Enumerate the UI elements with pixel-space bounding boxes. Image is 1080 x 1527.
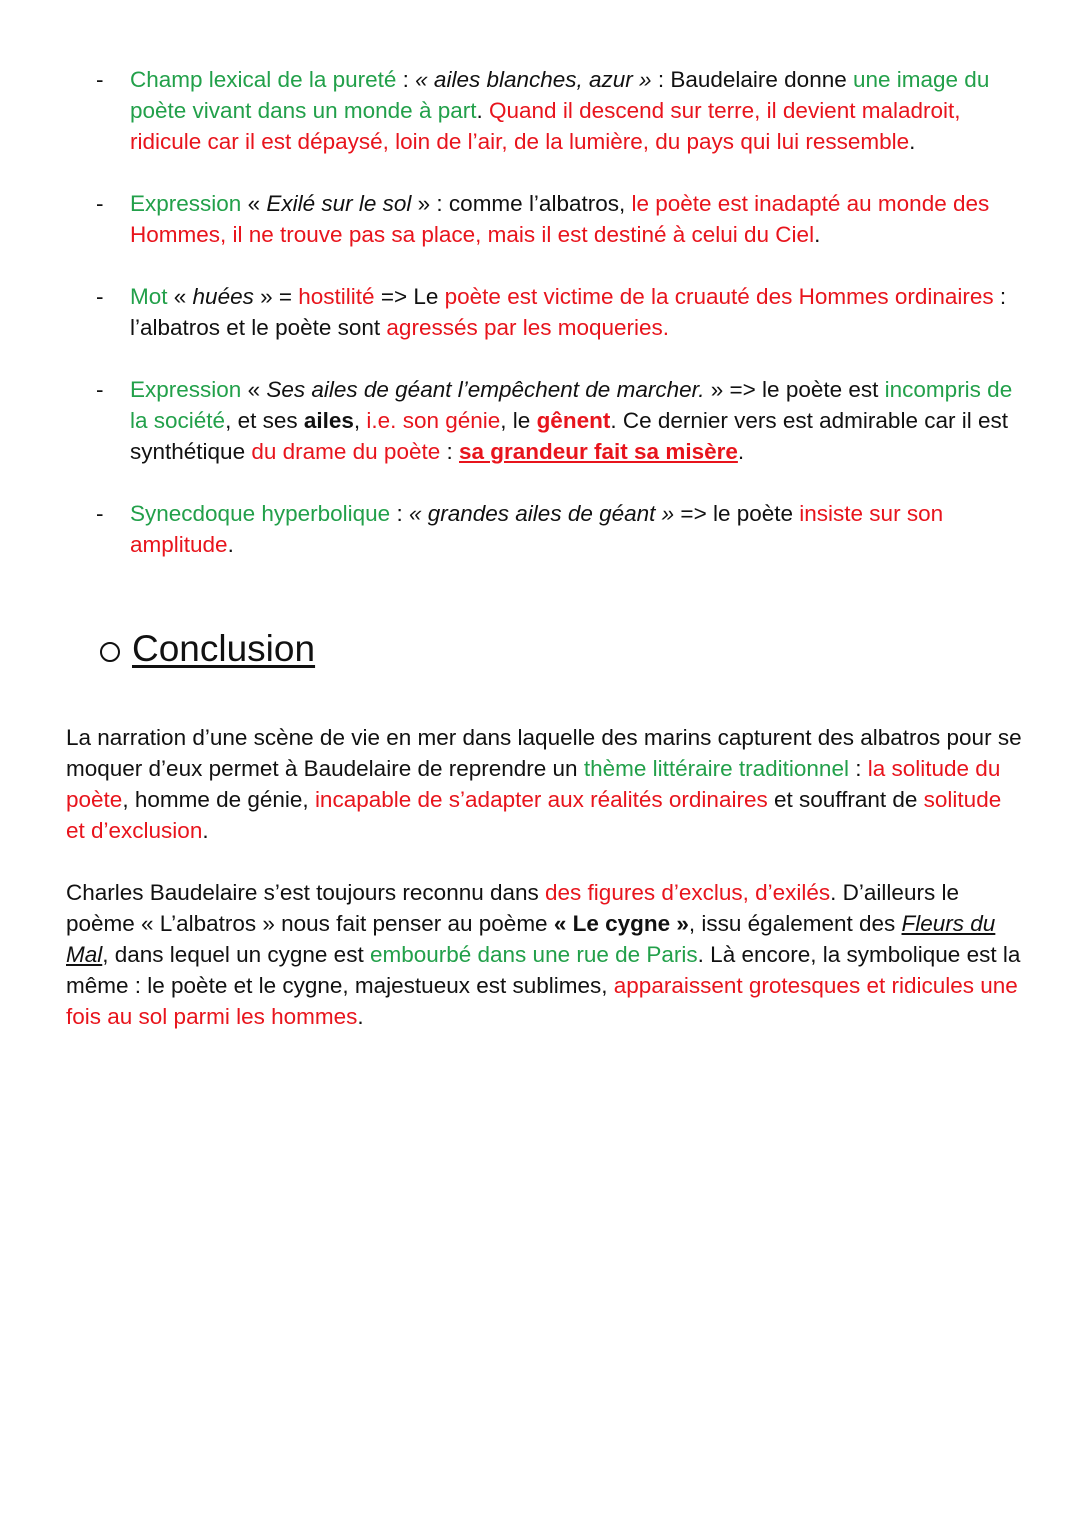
conclusion-title: Conclusion: [132, 628, 316, 669]
bullet-dash: -: [96, 67, 104, 92]
text-span: :: [390, 501, 409, 526]
text-span: et souffrant de: [767, 787, 924, 812]
device-label: Expression: [130, 191, 242, 216]
bullet-dash: -: [96, 191, 104, 216]
circle-bullet-icon: [100, 642, 120, 662]
highlight-green: une image du poète vivant dans un monde à part: [130, 67, 990, 123]
device-label: Synecdoque hyperbolique: [130, 501, 391, 526]
bullet-item-huees: [96, 281, 1026, 343]
highlight-red: i.e. son génie: [366, 408, 501, 433]
highlight-green: embourbé dans une rue de Paris: [369, 942, 698, 967]
highlight-red: des figures d’exclus, d’exilés: [545, 880, 831, 905]
text-span: .: [476, 98, 490, 123]
analysis-bullet-list: [96, 64, 1026, 591]
text-span: «: [167, 284, 193, 309]
text-span: .: [909, 129, 916, 154]
book-title: Fleurs du Mal: [66, 911, 996, 967]
highlight-red: la solitude du poète: [66, 756, 1001, 812]
quotation: « grandes ailes de géant »: [408, 501, 675, 526]
bold-poem-title: « Le cygne »: [553, 911, 689, 936]
text-span: => Le: [374, 284, 445, 309]
text-span: «: [241, 377, 267, 402]
quotation: Ses ailes de géant l’empêchent de marcher.: [266, 377, 705, 402]
text-span: : Baudelaire donne: [651, 67, 853, 92]
text-span: ,: [353, 408, 367, 433]
text-span: . Là encore, la symbolique est la même : le poète et le cygne, majestueux est sublimes,: [66, 942, 1021, 998]
highlight-red: poète est victime de la cruauté des Hommes ordinaires: [444, 284, 994, 309]
highlight-red: solitude et d’exclusion: [66, 787, 1002, 843]
text-span: : l’albatros et le poète sont: [130, 284, 1007, 340]
bold-term: ailes: [303, 408, 354, 433]
bullet-item-synecdoque: [96, 498, 1026, 560]
highlight-red: du drame du poète: [251, 439, 441, 464]
text-span: .: [357, 1004, 364, 1029]
highlight-red: insiste sur son amplitude: [130, 501, 944, 557]
text-span: » => le poète est: [704, 377, 885, 402]
highlight-red: Quand il descend sur terre, il devient maladroit, ridicule car il est dépaysé, loin de l’air, de la lumière, du pays qui lui ressemble: [130, 98, 961, 154]
highlight-red: agressés par les moqueries.: [386, 315, 670, 340]
quotation: Exilé sur le sol: [266, 191, 412, 216]
bullet-dash: -: [96, 284, 104, 309]
text-span: .: [227, 532, 234, 557]
key-idea-underlined: sa grandeur fait sa misère: [459, 439, 738, 464]
highlight-red: apparaissent grotesques et ridicules une fois au sol parmi les hommes: [66, 973, 1018, 1029]
highlight-red: le poète est inadapté au monde des Hommes, il ne trouve pas sa place, mais il est destiné à celui du Ciel: [130, 191, 990, 247]
highlight-green: incompris de la société: [130, 377, 1013, 433]
text-span: . D’ailleurs le poème « L’albatros » nous fait penser au poème: [66, 880, 959, 936]
quotation: « ailes blanches, azur »: [415, 67, 652, 92]
text-span: La narration d’une scène de vie en mer dans laquelle des marins capturent des albatros pour se moquer d’eux permet à Baudelaire de reprendre un: [66, 725, 1022, 781]
text-span: , et ses: [225, 408, 304, 433]
text-span: » : comme l’albatros,: [411, 191, 632, 216]
conclusion-body: [66, 722, 1026, 1063]
highlight-green: thème littéraire traditionnel: [583, 756, 849, 781]
bullet-item-exile: [96, 188, 1026, 250]
paragraph-2: [66, 877, 1026, 1032]
device-label: Mot: [130, 284, 168, 309]
text-span: . Ce dernier vers est admirable car il est synthétique: [130, 408, 1008, 464]
device-label: Expression: [130, 377, 242, 402]
text-span: .: [737, 439, 745, 464]
paragraph-1: [66, 722, 1026, 846]
text-span: .: [814, 222, 821, 247]
bullet-dash: -: [96, 377, 104, 402]
text-span: » =: [253, 284, 299, 309]
text-span: => le poète: [674, 501, 800, 526]
device-label: Champ lexical de la pureté: [130, 67, 397, 92]
quotation: huées: [192, 284, 254, 309]
bullet-dash: -: [96, 501, 104, 526]
text-span: , le: [500, 408, 537, 433]
bullet-item-purete: [96, 64, 1026, 157]
text-span: :: [440, 439, 459, 464]
highlight-red-bold: gênent: [536, 408, 611, 433]
text-span: .: [202, 818, 209, 843]
highlight-red: hostilité: [298, 284, 375, 309]
bullet-item-ailes-geant: [96, 374, 1026, 467]
text-span: :: [396, 67, 416, 92]
conclusion-heading: [100, 624, 315, 674]
text-span: , dans lequel un cygne est: [102, 942, 370, 967]
text-span: «: [241, 191, 267, 216]
text-span: , homme de génie,: [122, 787, 315, 812]
text-span: :: [848, 756, 868, 781]
text-span: Charles Baudelaire s’est toujours reconnu dans: [66, 880, 546, 905]
text-span: , issu également des: [688, 911, 902, 936]
highlight-red: incapable de s’adapter aux réalités ordinaires: [314, 787, 768, 812]
